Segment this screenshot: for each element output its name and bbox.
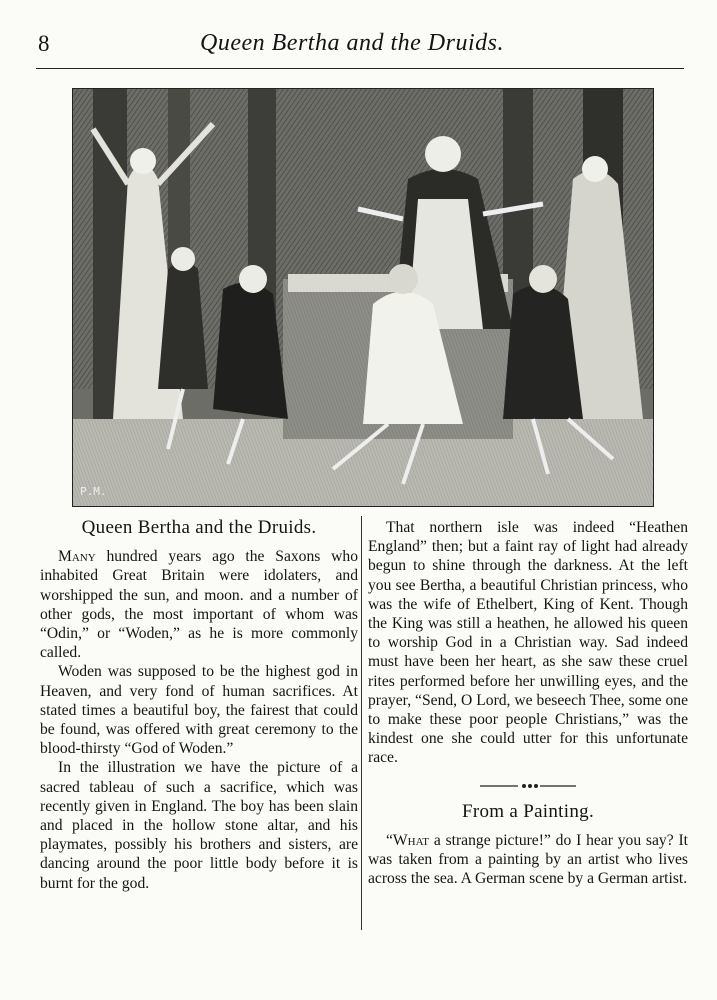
page-number: 8 (38, 31, 50, 56)
left-column (40, 518, 358, 893)
drop-word: “What (386, 831, 430, 849)
paragraph-text: hundred years ago the Saxons who inhabited Great Britain were idolaters, and worshipped the sun, and moon. and a number of other gods, the most important of whom was “Odin,” or “Woden,” as he is more commonly called. (40, 548, 358, 662)
header-rule (36, 68, 684, 69)
ornament-divider (480, 782, 576, 790)
druid-ceremony-engraving (73, 89, 653, 506)
column-divider (361, 516, 362, 930)
drop-word: Many (58, 548, 96, 566)
paragraph: That northern isle was indeed “Heathen England” then; but a faint ray of light had already begun to shine through the darkness. At the left you see Bertha, a beautiful Christian princess, who was the wife of Ethelbert, King of Kent. Though the King was still a heathen, he allowed his queen to worship God in a Christian way. Sad indeed must have been her heart, as she saw these cruel rites performed before her unwilling eyes, and the prayer, “Send, O Lord, we beseech Thee, some one to make these poor people Christians,” was the kindest one she could utter for this unfortunate race. (368, 519, 688, 767)
section-title: Queen Bertha and the Druids. (81, 517, 317, 538)
paragraph (40, 547, 358, 662)
artist-signature: P.M. (80, 485, 107, 498)
section-title: From a Painting. (462, 800, 594, 822)
paragraph (368, 831, 688, 889)
right-column (368, 518, 688, 888)
paragraph: Woden was supposed to be the highest god in Heaven, and very fond of human sacrifices. At stated times a beautiful boy, the fairest that could be found, was offered with great ceremony to the blood-thirsty “God of Woden.” (40, 663, 358, 758)
engraving-illustration (72, 88, 654, 507)
paragraph: In the illustration we have the picture of a sacred tableau of such a sacrifice, which was recently given in England. The boy has been slain and placed in the hollow stone altar, and his playmates, possibly his brothers and sisters, are dancing around the poor little body before it is burnt for the god. (40, 759, 358, 892)
running-title: Queen Bertha and the Druids. (200, 30, 504, 56)
paragraph-text: a strange picture!” do I hear you say? It was taken from a painting by an artist who lives across the sea. A German scene by a German artist. (368, 831, 688, 888)
